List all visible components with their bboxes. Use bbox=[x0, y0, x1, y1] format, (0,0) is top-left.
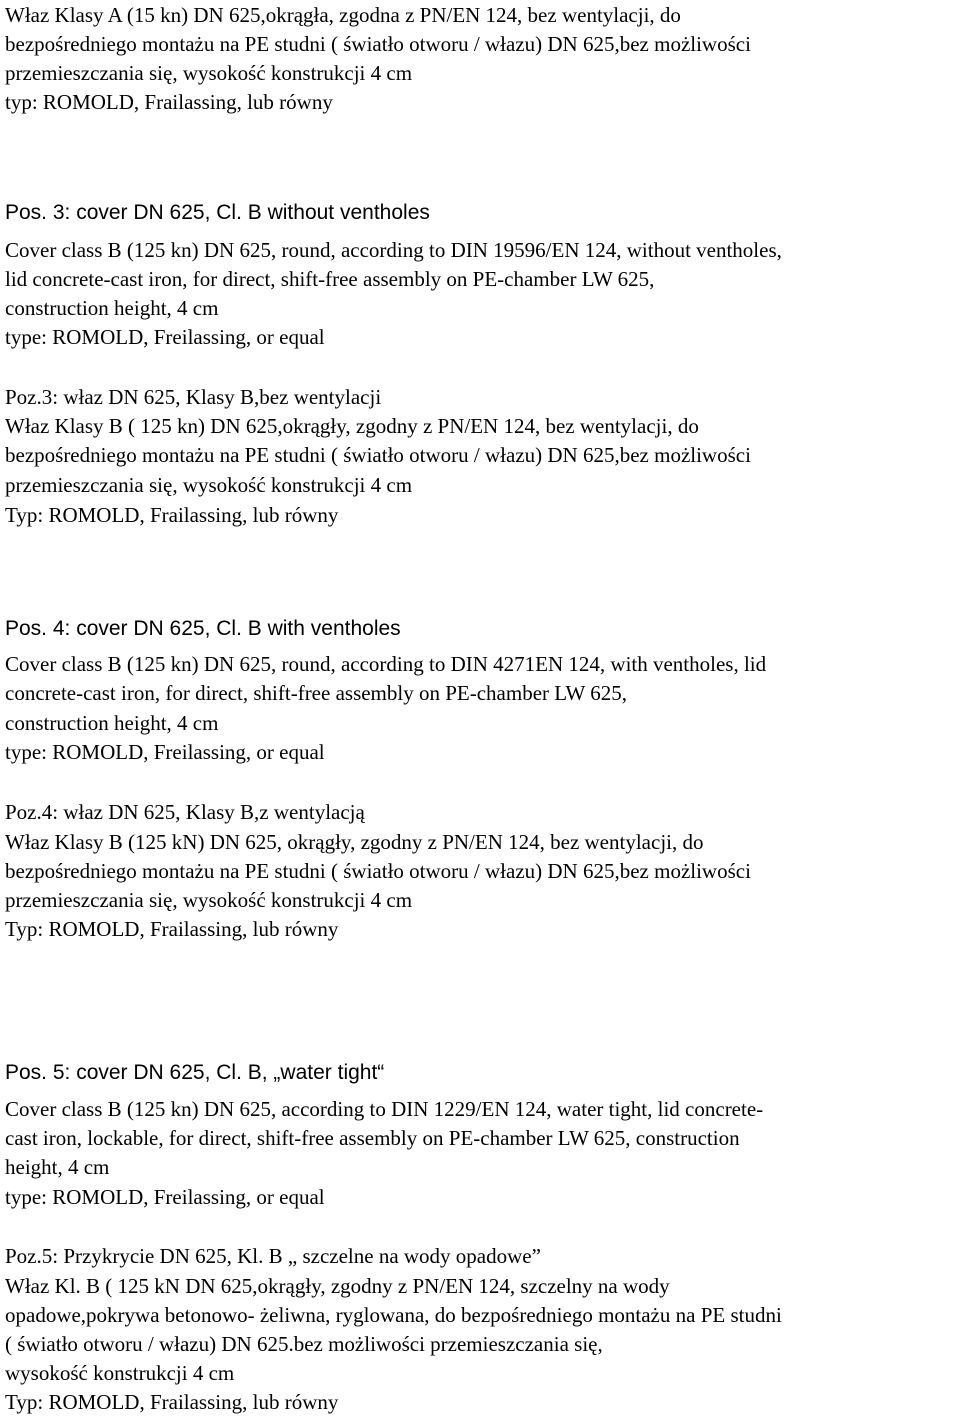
polish-line: Właz Kl. B ( 125 kN DN 625,okrągły, zgodny z PN/EN 124, szczelny na wody bbox=[5, 1274, 670, 1298]
intro-line: typ: ROMOLD, Frailassing, lub równy bbox=[5, 90, 333, 114]
intro-line: bezpośredniego montażu na PE studni ( światło otworu / włazu) DN 625,bez możliwości bbox=[5, 32, 751, 56]
section-heading-pos4: Pos. 4: cover DN 625, Cl. B with ventholes bbox=[5, 617, 401, 640]
english-line: cast iron, lockable, for direct, shift-free assembly on PE-chamber LW 625, construction bbox=[5, 1126, 740, 1150]
polish-line: wysokość konstrukcji 4 cm bbox=[5, 1361, 235, 1385]
english-line: construction height, 4 cm bbox=[5, 711, 219, 735]
polish-line: ( światło otworu / włazu) DN 625.bez możliwości przemieszczania się, bbox=[5, 1332, 603, 1356]
polish-line: bezpośredniego montażu na PE studni ( światło otworu / włazu) DN 625,bez możliwości bbox=[5, 859, 751, 883]
polish-line: Typ: ROMOLD, Frailassing, lub równy bbox=[5, 917, 339, 941]
polish-line: Poz.4: właz DN 625, Klasy B,z wentylacją bbox=[5, 800, 365, 824]
english-line: type: ROMOLD, Freilassing, or equal bbox=[5, 325, 325, 349]
polish-line: opadowe,pokrywa betonowo- żeliwna, ryglowana, do bezpośredniego montażu na PE studni bbox=[5, 1303, 782, 1327]
polish-line: bezpośredniego montażu na PE studni ( światło otworu / włazu) DN 625,bez możliwości bbox=[5, 443, 751, 467]
english-line: type: ROMOLD, Freilassing, or equal bbox=[5, 740, 325, 764]
polish-line: Typ: ROMOLD, Frailassing, lub równy bbox=[5, 1390, 339, 1414]
polish-line: przemieszczania się, wysokość konstrukcji 4 cm bbox=[5, 888, 413, 912]
english-line: construction height, 4 cm bbox=[5, 296, 219, 320]
section-heading-pos3: Pos. 3: cover DN 625, Cl. B without ventholes bbox=[5, 201, 430, 224]
polish-line: Właz Klasy B ( 125 kn) DN 625,okrągły, zgodny z PN/EN 124, bez wentylacji, do bbox=[5, 414, 699, 438]
polish-line: Poz.3: właz DN 625, Klasy B,bez wentylacji bbox=[5, 385, 382, 409]
polish-line: przemieszczania się, wysokość konstrukcji 4 cm bbox=[5, 473, 413, 497]
english-line: height, 4 cm bbox=[5, 1155, 110, 1179]
polish-line: Poz.5: Przykrycie DN 625, Kl. B „ szczelne na wody opadowe” bbox=[5, 1244, 541, 1268]
english-line: Cover class B (125 kn) DN 625, according to DIN 1229/EN 124, water tight, lid concrete- bbox=[5, 1097, 764, 1121]
english-line: lid concrete-cast iron, for direct, shift-free assembly on PE-chamber LW 625, bbox=[5, 267, 655, 291]
english-line: type: ROMOLD, Freilassing, or equal bbox=[5, 1185, 325, 1209]
section-heading-pos5: Pos. 5: cover DN 625, Cl. B, „water tight“ bbox=[5, 1061, 385, 1084]
intro-line: przemieszczania się, wysokość konstrukcji 4 cm bbox=[5, 61, 413, 85]
english-line: concrete-cast iron, for direct, shift-free assembly on PE-chamber LW 625, bbox=[5, 681, 627, 705]
english-line: Cover class B (125 kn) DN 625, round, according to DIN 19596/EN 124, without ventholes, bbox=[5, 238, 782, 262]
intro-line: Właz Klasy A (15 kn) DN 625,okrągła, zgodna z PN/EN 124, bez wentylacji, do bbox=[5, 3, 681, 27]
polish-line: Właz Klasy B (125 kN) DN 625, okrągły, zgodny z PN/EN 124, bez wentylacji, do bbox=[5, 830, 704, 854]
polish-line: Typ: ROMOLD, Frailassing, lub równy bbox=[5, 503, 339, 527]
english-line: Cover class B (125 kn) DN 625, round, according to DIN 4271EN 124, with ventholes, lid bbox=[5, 652, 767, 676]
